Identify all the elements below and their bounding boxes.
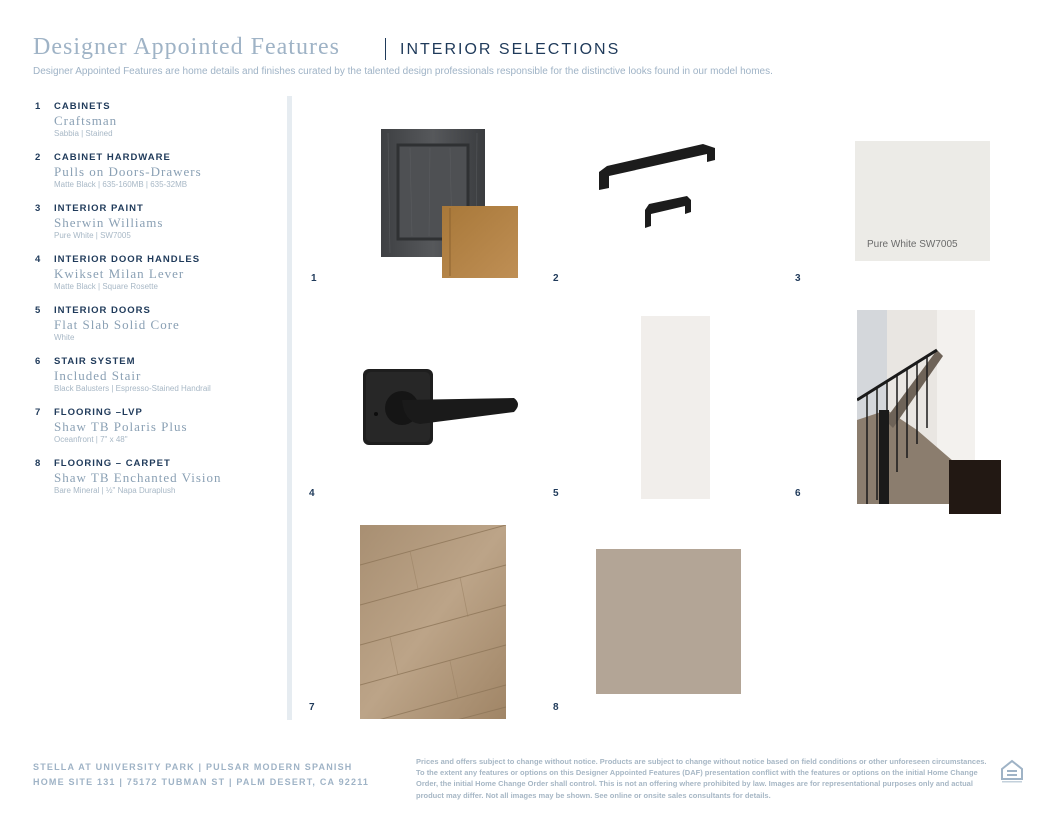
grid-number-7: 7	[309, 702, 315, 713]
community-info	[33, 760, 369, 790]
item-spec: Sabbia | Stained	[54, 129, 113, 138]
item-number: 3	[35, 203, 41, 214]
item-spec: Bare Mineral | ½" Napa Duraplush	[54, 486, 176, 495]
item-name: Craftsman	[54, 113, 118, 128]
page-subtitle: INTERIOR SELECTIONS	[400, 41, 621, 58]
page-description: Designer Appointed Features are home details and finishes curated by the talented design professionals responsible for the distinctive looks found in our model homes.	[33, 66, 773, 77]
disclaimer: Prices and offers subject to change without notice. Products are subject to change without notice based on field conditions or other unforeseen circumstances. To the extent any features or options on this Designer Appointed Features (DAF) presentation conflict with the features or options on the initial Home Change Order, the initial Home Change Order shall control. This is not an offering where prohibited by law. Images are for representational purposes only and actual product may differ. Not all images may be shown. See online or onsite sales consultants for details.	[416, 757, 987, 800]
carpet-swatch	[596, 549, 741, 694]
item-category: FLOORING –LVP	[54, 407, 143, 418]
item-number: 8	[35, 458, 41, 469]
item-name: Shaw TB Enchanted Vision	[54, 470, 222, 485]
item-spec: Matte Black | 635-160MB | 635-32MB	[54, 180, 188, 189]
item-spec: Black Balusters | Espresso-Stained Handrail	[54, 384, 211, 393]
item-number: 2	[35, 152, 41, 163]
item-category: FLOORING – CARPET	[54, 458, 171, 469]
grid-number-1: 1	[311, 273, 317, 284]
community-line-1: STELLA AT UNIVERSITY PARK | PULSAR MODERN SPANISH	[33, 762, 353, 772]
grid-number-2: 2	[553, 273, 559, 284]
paint-swatch	[855, 141, 990, 261]
item-name: Included Stair	[54, 368, 142, 383]
item-spec: Matte Black | Square Rosette	[54, 282, 158, 291]
item-spec: White	[54, 333, 75, 342]
interior-door-image	[641, 316, 710, 499]
item-spec: Pure White | SW7005	[54, 231, 131, 240]
grid-number-3: 3	[795, 273, 801, 284]
door-lever-image	[360, 366, 526, 448]
item-category: INTERIOR DOORS	[54, 305, 151, 316]
cabinet-pulls-image	[595, 140, 720, 232]
equal-housing-opportunity-icon	[1000, 758, 1024, 789]
item-category: CABINETS	[54, 101, 111, 112]
item-number: 5	[35, 305, 41, 316]
item-name: Kwikset Milan Lever	[54, 266, 185, 281]
grid-number-5: 5	[553, 488, 559, 499]
item-category: INTERIOR DOOR HANDLES	[54, 254, 201, 265]
item-category: STAIR SYSTEM	[54, 356, 136, 367]
lvp-flooring-image	[360, 525, 506, 719]
item-number: 7	[35, 407, 41, 418]
paint-swatch-label: Pure White SW7005	[867, 239, 958, 250]
item-name: Shaw TB Polaris Plus	[54, 419, 188, 434]
grid-number-4: 4	[309, 488, 315, 499]
item-name: Sherwin Williams	[54, 215, 164, 230]
grid-number-8: 8	[553, 702, 559, 713]
item-name: Pulls on Doors-Drawers	[54, 164, 202, 179]
cabinet-door-image	[380, 128, 520, 280]
item-spec: Oceanfront | 7" x 48"	[54, 435, 128, 444]
item-name: Flat Slab Solid Core	[54, 317, 180, 332]
grid-number-6: 6	[795, 488, 801, 499]
page-title: Designer Appointed Features	[33, 34, 340, 60]
vertical-divider	[287, 96, 292, 720]
community-line-2: HOME SITE 131 | 75172 TUBMAN ST | PALM DESERT, CA 92211	[33, 777, 370, 787]
item-number: 6	[35, 356, 41, 367]
title-divider	[385, 38, 386, 60]
stair-system-image	[857, 310, 1005, 516]
item-category: CABINET HARDWARE	[54, 152, 171, 163]
item-number: 1	[35, 101, 41, 112]
item-number: 4	[35, 254, 41, 265]
item-category: INTERIOR PAINT	[54, 203, 144, 214]
